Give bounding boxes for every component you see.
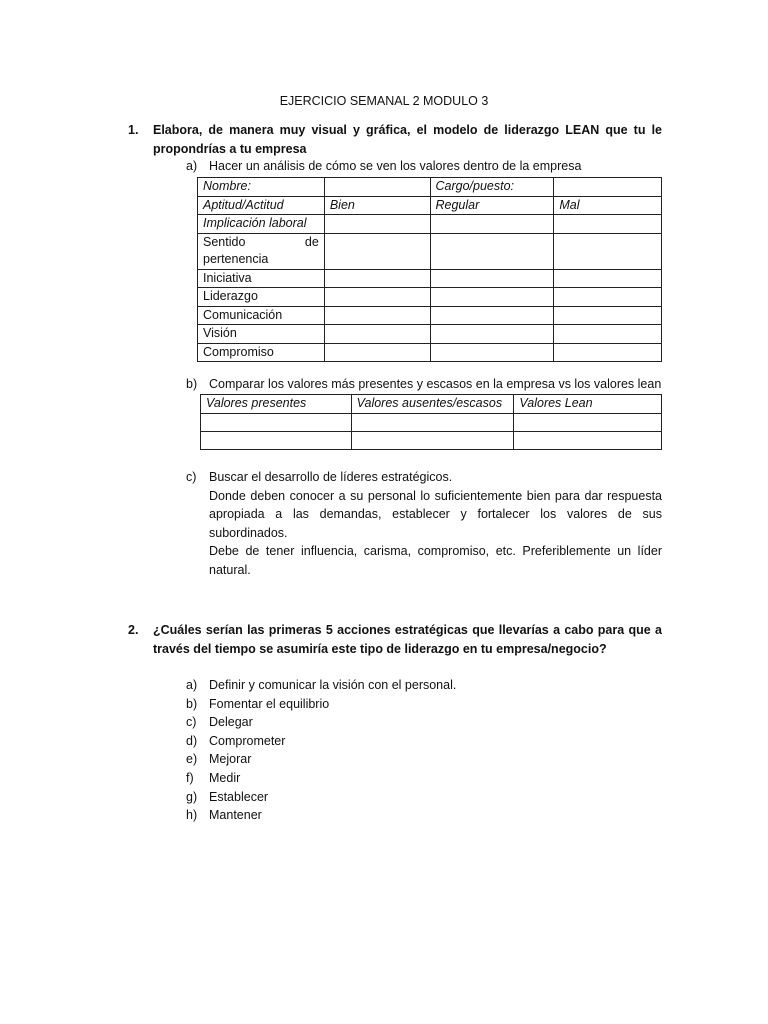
values-comparison-table bbox=[200, 394, 662, 450]
table-cell: Mal bbox=[554, 196, 662, 215]
table-cell bbox=[430, 306, 554, 325]
table-cell: Implicación laboral bbox=[198, 215, 325, 234]
table-cell: Valores ausentes/escasos bbox=[351, 395, 514, 414]
list-item bbox=[186, 750, 662, 769]
list-marker: a) bbox=[186, 678, 198, 692]
subitem-c bbox=[186, 468, 662, 580]
table-cell bbox=[351, 413, 514, 431]
list-item bbox=[186, 806, 662, 825]
list-text: Medir bbox=[209, 770, 241, 785]
table-cell: Bien bbox=[324, 196, 430, 215]
list-item bbox=[186, 676, 662, 695]
cell-text: de bbox=[304, 234, 319, 249]
table-row bbox=[198, 343, 662, 362]
table-row bbox=[198, 233, 662, 269]
cell-text: Sentido bbox=[203, 234, 246, 249]
list-item bbox=[186, 695, 662, 714]
table-cell bbox=[351, 431, 514, 449]
table-cell bbox=[430, 269, 554, 288]
table-cell: Comunicación bbox=[198, 306, 325, 325]
table-cell bbox=[554, 306, 662, 325]
question-text: Elabora, de manera muy visual y gráfica, el modelo de liderazgo LEAN que tu le propondrías a tu empresa bbox=[153, 123, 662, 156]
list-marker: c) bbox=[186, 715, 197, 730]
paragraph: Debe de tener influencia, carisma, compromiso, etc. Preferiblemente un líder natural. bbox=[209, 544, 662, 577]
table-row bbox=[201, 395, 662, 414]
table-cell bbox=[554, 269, 662, 288]
question-2 bbox=[128, 621, 662, 658]
table-cell: Compromiso bbox=[198, 343, 325, 362]
subitem-b bbox=[186, 375, 662, 394]
list-item bbox=[186, 713, 662, 732]
list-marker: g) bbox=[186, 789, 198, 804]
list-text: Mantener bbox=[209, 808, 262, 823]
table-cell bbox=[430, 215, 554, 234]
list-text: Mejorar bbox=[209, 752, 252, 767]
list-marker: b) bbox=[186, 696, 198, 711]
subitem-marker: b) bbox=[186, 377, 198, 391]
list-text: Delegar bbox=[209, 715, 253, 730]
table-cell bbox=[554, 233, 662, 269]
list-marker: e) bbox=[186, 752, 198, 767]
table-cell bbox=[198, 233, 325, 269]
table-cell bbox=[201, 431, 352, 449]
question-1 bbox=[128, 121, 662, 158]
table-cell bbox=[514, 413, 662, 431]
table-cell bbox=[554, 215, 662, 234]
table-cell bbox=[430, 233, 554, 269]
subitem-text: Comparar los valores más presentes y escasos en la empresa vs los valores lean bbox=[209, 377, 662, 391]
table-cell bbox=[430, 343, 554, 362]
list-item bbox=[186, 732, 662, 751]
subitem-a bbox=[186, 157, 662, 176]
table-cell: Cargo/puesto: bbox=[430, 178, 554, 197]
table-cell bbox=[430, 288, 554, 307]
table-row bbox=[198, 288, 662, 307]
question-number: 2. bbox=[128, 623, 139, 637]
list-text: Fomentar el equilibrio bbox=[209, 696, 330, 711]
question-number: 1. bbox=[128, 123, 139, 137]
table-cell bbox=[324, 269, 430, 288]
question-text: ¿Cuáles serían las primeras 5 acciones estratégicas que llevarías a cabo para que a través del tiempo se asumiría este tipo de liderazgo en tu empresa/negocio? bbox=[153, 623, 662, 656]
list-item bbox=[186, 769, 662, 788]
table-cell bbox=[324, 288, 430, 307]
table-cell bbox=[554, 178, 662, 197]
table-cell bbox=[324, 215, 430, 234]
table-cell: Iniciativa bbox=[198, 269, 325, 288]
list-marker: d) bbox=[186, 733, 198, 748]
list-text: Definir y comunicar la visión con el personal. bbox=[209, 678, 457, 692]
table-cell: Valores presentes bbox=[201, 395, 352, 414]
table-cell: Visión bbox=[198, 325, 325, 344]
subitem-text: Hacer un análisis de cómo se ven los valores dentro de la empresa bbox=[209, 159, 582, 173]
page-title: EJERCICIO SEMANAL 2 MODULO 3 bbox=[279, 94, 489, 108]
table-cell bbox=[324, 178, 430, 197]
table-cell: Aptitud/Actitud bbox=[198, 196, 325, 215]
list-text: Establecer bbox=[209, 789, 269, 804]
table-row bbox=[198, 325, 662, 344]
table-cell bbox=[324, 233, 430, 269]
table-row bbox=[198, 306, 662, 325]
table-row bbox=[201, 413, 662, 431]
list-item bbox=[186, 788, 662, 807]
table-cell bbox=[430, 325, 554, 344]
table-cell bbox=[554, 288, 662, 307]
table-cell: Nombre: bbox=[198, 178, 325, 197]
cell-text: pertenencia bbox=[203, 252, 269, 266]
subitem-marker: a) bbox=[186, 159, 198, 173]
table-cell: Liderazgo bbox=[198, 288, 325, 307]
paragraph: Donde deben conocer a su personal lo suficientemente bien para dar respuesta apropiada a las demandas, establecer y fortalecer los valores de sus subordinados. bbox=[209, 488, 662, 540]
list-marker: h) bbox=[186, 808, 198, 823]
table-cell bbox=[554, 325, 662, 344]
table-cell bbox=[324, 343, 430, 362]
actions-list bbox=[186, 676, 662, 825]
table-cell: Valores Lean bbox=[514, 395, 662, 414]
list-text: Comprometer bbox=[209, 733, 286, 748]
subitem-text: Buscar el desarrollo de líderes estratégicos. bbox=[209, 470, 453, 484]
table-row bbox=[198, 269, 662, 288]
list-marker: f) bbox=[186, 770, 194, 785]
table-row bbox=[198, 196, 662, 215]
table-row bbox=[198, 178, 662, 197]
table-cell bbox=[201, 413, 352, 431]
table-cell bbox=[324, 306, 430, 325]
table-cell bbox=[514, 431, 662, 449]
table-cell: Regular bbox=[430, 196, 554, 215]
table-cell bbox=[324, 325, 430, 344]
values-analysis-table bbox=[197, 177, 662, 362]
table-cell bbox=[554, 343, 662, 362]
table-row bbox=[198, 215, 662, 234]
table-row bbox=[201, 431, 662, 449]
subitem-marker: c) bbox=[186, 470, 197, 484]
